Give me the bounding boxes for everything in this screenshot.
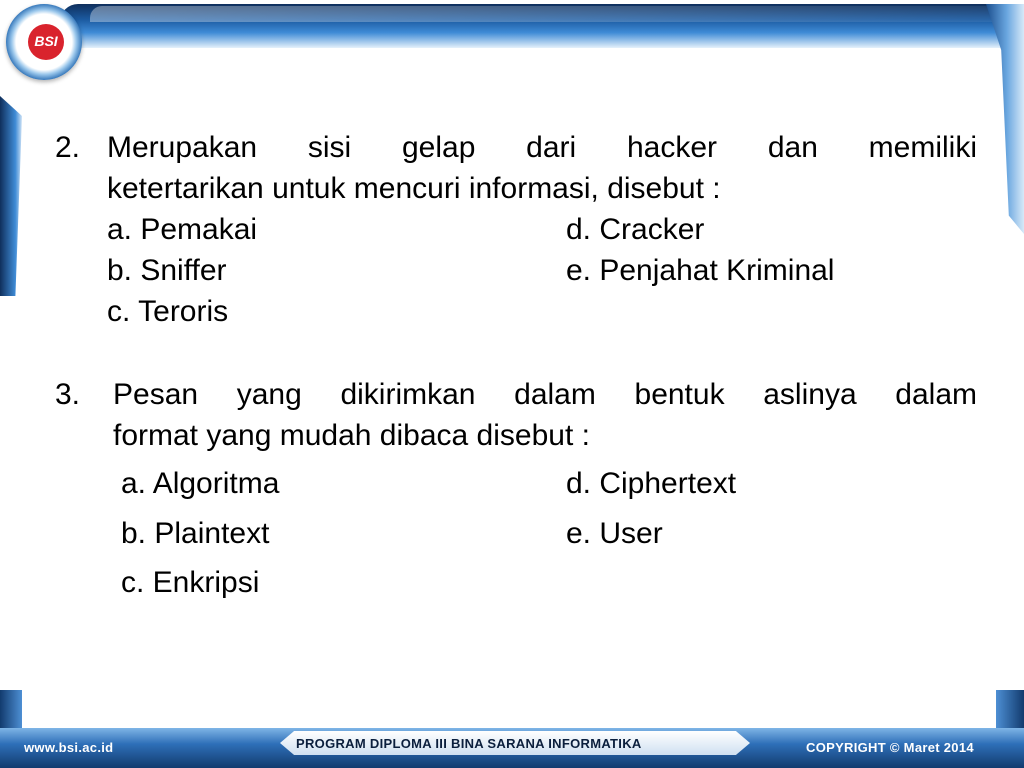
question-2-number: 2. xyxy=(55,131,81,164)
bsi-logo-text: BSI xyxy=(34,33,58,49)
question-3-option-a: a. Algoritma xyxy=(121,467,280,500)
footer-program: PROGRAM DIPLOMA III BINA SARANA INFORMATIKA xyxy=(296,736,642,751)
top-banner-highlight xyxy=(90,6,1024,22)
footer-copyright: COPYRIGHT © Maret 2014 xyxy=(806,740,974,755)
bsi-logo-emblem xyxy=(28,24,64,60)
question-3-option-d: d. Ciphertext xyxy=(566,467,737,500)
bsi-logo xyxy=(6,4,82,80)
question-2-option-b: b. Sniffer xyxy=(107,254,227,287)
question-2-line-1: Merupakan sisi gelap dari hacker dan memiliki xyxy=(107,131,977,164)
question-2-option-a: a. Pemakai xyxy=(107,213,258,246)
question-2-line-2: ketertarikan untuk mencuri informasi, disebut : xyxy=(107,172,721,205)
question-2-option-d: d. Cracker xyxy=(566,213,705,246)
question-3-number: 3. xyxy=(55,378,81,411)
left-ribbon xyxy=(0,96,22,296)
question-3-line-1: Pesan yang dikirimkan dalam bentuk aslinya dalam xyxy=(113,378,977,411)
question-3-line-2: format yang mudah dibaca disebut : xyxy=(113,419,590,452)
footer-website: www.bsi.ac.id xyxy=(24,740,114,755)
question-3-option-e: e. User xyxy=(566,517,663,550)
question-2-option-c: c. Teroris xyxy=(107,295,229,328)
question-2-option-e: e. Penjahat Kriminal xyxy=(566,254,835,287)
question-3-option-c: c. Enkripsi xyxy=(121,566,260,599)
question-3-option-b: b. Plaintext xyxy=(121,517,270,550)
